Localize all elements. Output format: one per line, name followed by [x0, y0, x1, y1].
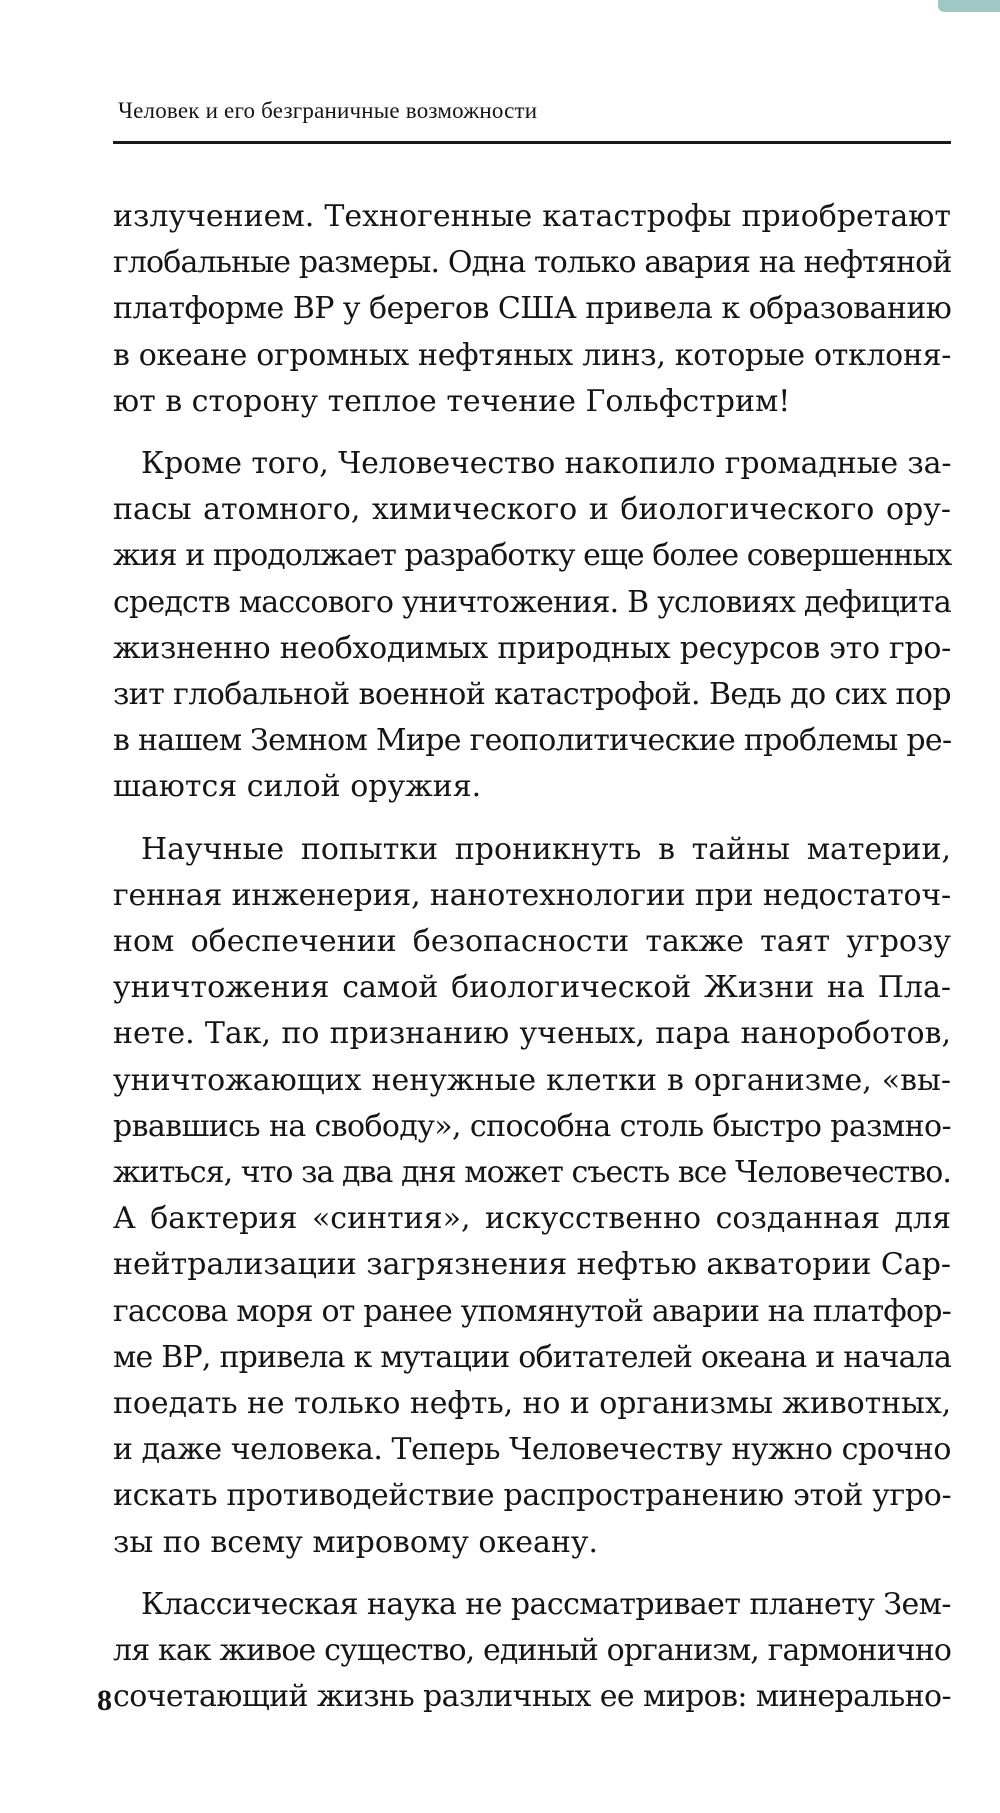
text-line: генная инженерия, нанотехнологии при недостаточ- — [113, 877, 951, 913]
page-corner-mark — [938, 0, 1000, 12]
text-line: рвавшись на свободу», способна столь быстро размно- — [113, 1108, 951, 1144]
page-number: 8 — [97, 1684, 112, 1717]
text-line: и даже человека. Теперь Человечеству нужно срочно — [113, 1432, 951, 1468]
text-line: ме ВР, привела к мутации обитателей океана и начала — [113, 1339, 952, 1375]
text-line: ют в сторону теплое течение Гольфстрим! — [113, 383, 791, 419]
text-line: глобальные размеры. Одна только авария на нефтяной — [113, 245, 952, 281]
paragraph — [113, 827, 951, 1566]
text-line: платформе ВР у берегов США привела к образованию — [113, 291, 952, 327]
text-line: житься, что за два дня может съесть все Человечество. — [113, 1155, 951, 1191]
text-line: ном обеспечении безопасности также таят угрозу — [113, 924, 951, 960]
text-line: зы по всему мировому океану. — [113, 1524, 599, 1560]
text-line: шаются силой оружия. — [113, 769, 482, 805]
text-line: Научные попытки проникнуть в тайны материи, — [141, 831, 951, 867]
text-line: в океане огромных нефтяных линз, которые отклоня- — [113, 337, 951, 373]
text-line: гассова моря от ранее упомянутой аварии на платфор- — [113, 1293, 951, 1329]
text-line: ля как живое существо, единый организм, гармонично — [113, 1633, 952, 1669]
text-line: сочетающий жизнь различных ее миров: минерально- — [113, 1679, 951, 1715]
text-line: А бактерия «синтия», искусственно созданная для — [113, 1201, 951, 1237]
running-head: Человек и его безграничные возможности — [118, 98, 538, 123]
text-line: жия и продолжает разработку еще более совершенных — [113, 538, 952, 574]
text-line: Классическая наука не рассматривает планету Зем- — [141, 1586, 951, 1622]
text-line: уничтожающих ненужные клетки в организме, «вы- — [113, 1062, 951, 1098]
body-text — [113, 194, 951, 1721]
paragraph — [113, 441, 951, 811]
text-line: поедать не только нефть, но и организмы животных, — [113, 1386, 952, 1422]
text-line: искать противодействие распространению этой угро- — [113, 1478, 952, 1514]
text-line: средств массового уничтожения. В условиях дефицита — [113, 584, 951, 620]
text-line: излучением. Техногенные катастрофы приобретают — [113, 199, 951, 234]
text-line: нете. Так, по признанию ученых, пара нанороботов, — [113, 1016, 951, 1052]
header-rule — [113, 141, 951, 144]
paragraph — [113, 194, 951, 425]
text-line: жизненно необходимых природных ресурсов это гро- — [113, 630, 951, 666]
text-line: уничтожения самой биологической Жизни на Пла- — [113, 970, 951, 1006]
text-line: Кроме того, Человечество накопило громадные за- — [141, 446, 952, 482]
paragraph — [113, 1582, 951, 1721]
text-line: в нашем Земном Мире геополитические проблемы ре- — [113, 723, 952, 759]
text-line: нейтрализации загрязнения нефтью акватории Сар- — [113, 1247, 952, 1283]
text-line: зит глобальной военной катастрофой. Ведь до сих пор — [113, 677, 951, 713]
text-line: пасы атомного, химического и биологического ору- — [113, 492, 951, 528]
